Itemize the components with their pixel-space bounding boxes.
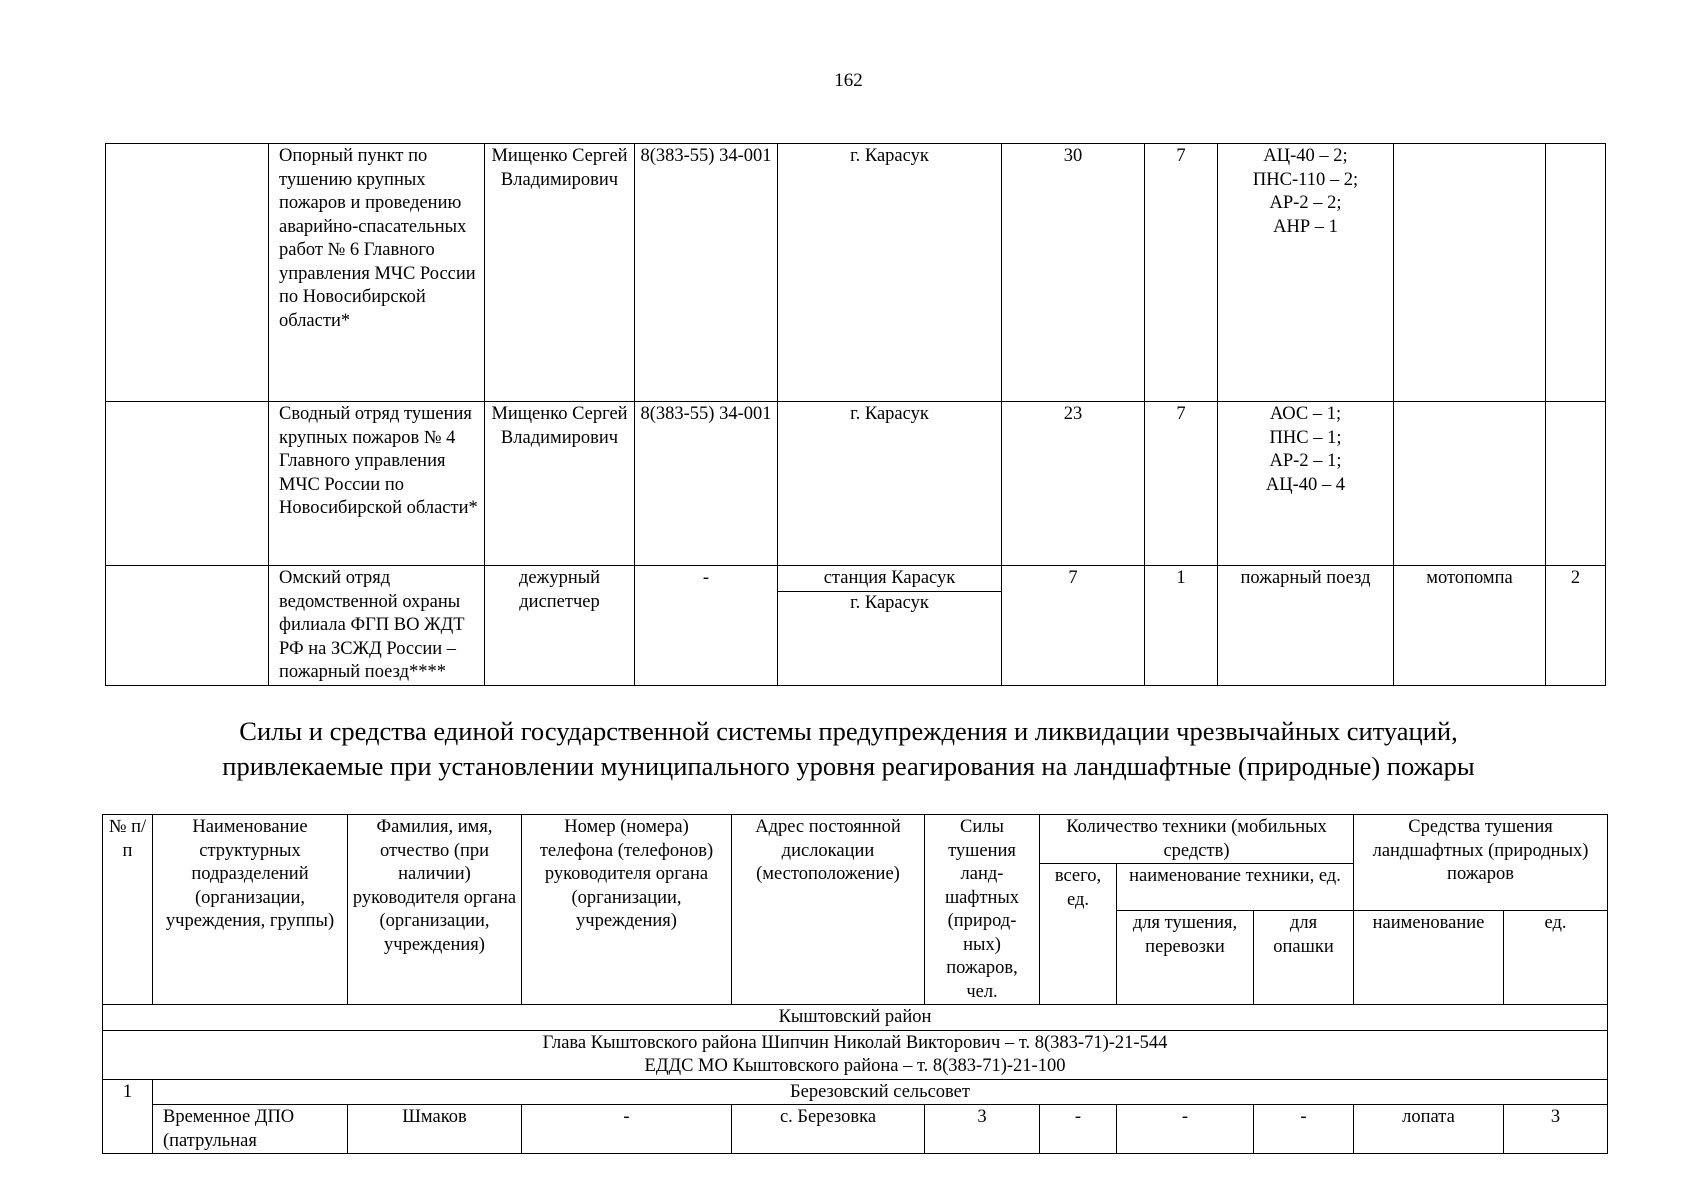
means-name: лопата <box>1354 1105 1504 1154</box>
header-head: Фамилия, имя, отчество (при наличии) руководителя органа (организации, учреждения) <box>348 815 522 1005</box>
means-name <box>1394 402 1546 566</box>
unit-name: Временное ДПО (патрульная <box>153 1105 348 1154</box>
vehicles-plow: - <box>1254 1105 1354 1154</box>
head-name: Мищенко Сергей Владимирович <box>485 402 635 566</box>
unit-name: Сводный отряд тушения крупных пожаров № 4 Главного управления МЧС России по Новосибирской области* <box>269 402 485 566</box>
district-contacts-row <box>103 1030 1608 1079</box>
head-name: Мищенко Сергей Владимирович <box>485 144 635 402</box>
empty-cell <box>106 402 269 566</box>
district-head-contact: Глава Кыштовского района Шипчин Николай Викторович – т. 8(383-71)-21-544 <box>542 1032 1168 1053</box>
equipment-item: АЦ-40 – 4 <box>1265 474 1346 495</box>
table-row <box>106 402 1606 566</box>
phone-number: - <box>635 566 778 686</box>
equipment-item: АНР – 1 <box>1273 216 1338 237</box>
personnel-count: 23 <box>1002 402 1145 566</box>
page-number: 162 <box>834 70 863 91</box>
header-unit: Наименование структурных подразделений (организации, учреждения, группы) <box>153 815 348 1005</box>
phone-number: 8(383-55) 34-001 <box>635 144 778 402</box>
equipment-item: ПНС-110 – 2; <box>1252 169 1359 190</box>
header-means: Средства тушения ландшафтных (природных) пожаров <box>1354 815 1608 911</box>
equipment-list <box>1218 144 1394 402</box>
equipment-item: АОС – 1; <box>1269 404 1342 424</box>
personnel-count: 30 <box>1002 144 1145 402</box>
means-name: мотопомпа <box>1394 566 1546 686</box>
head-name: Шмаков <box>348 1105 522 1154</box>
section-heading <box>0 714 1697 784</box>
means-qty <box>1546 144 1606 402</box>
empty-cell <box>106 566 269 686</box>
header-vehicles-total: всего, ед. <box>1040 864 1117 1005</box>
equipment-item: АЦ-40 – 2; <box>1263 146 1348 166</box>
district-contacts <box>103 1030 1608 1079</box>
empty-cell <box>106 144 269 402</box>
vehicle-count: 7 <box>1145 144 1218 402</box>
address-split <box>778 566 1002 686</box>
section-number: 1 <box>103 1079 153 1154</box>
forces-table-continued <box>105 143 1606 686</box>
means-name <box>1394 144 1546 402</box>
header-means-qty: ед. <box>1504 911 1608 1005</box>
heading-line: Силы и средства единой государственной системы предупреждения и ликвидации чрезвычайных ситуаций, <box>239 716 1458 746</box>
address: с. Березовка <box>732 1105 925 1154</box>
address: г. Карасук <box>778 402 1002 566</box>
header-means-name: наименование <box>1354 911 1504 1005</box>
phone-number: 8(383-55) 34-001 <box>635 402 778 566</box>
vehicle-count: 1 <box>1145 566 1218 686</box>
header-num: № п/п <box>103 815 153 1005</box>
header-forces: Силы тушения ланд-шафтных (природ-ных) пожаров, чел. <box>925 815 1040 1005</box>
equipment-item: АР-2 – 2; <box>1269 193 1342 213</box>
unit-name: Омский отряд ведомственной охраны филиала ФГП ВО ЖДТ РФ на ЗСЖД России – пожарный поезд**** <box>269 566 485 686</box>
unit-name: Опорный пункт по тушению крупных пожаров и проведению аварийно-спасательных работ № 6 Главного управления МЧС России по Новосибирской области* <box>269 144 485 402</box>
means-qty: 2 <box>1546 566 1606 686</box>
landscape-fire-forces-table <box>102 814 1608 1154</box>
table-row <box>106 144 1606 402</box>
section-row <box>103 1079 1608 1105</box>
equipment-list <box>1218 566 1394 686</box>
header-row <box>103 815 1608 864</box>
district-name: Кыштовский район <box>103 1005 1608 1031</box>
header-address: Адрес постоянной дислокации (местоположение) <box>732 815 925 1005</box>
section-name: Березовский сельсовет <box>153 1079 1608 1105</box>
means-qty: 3 <box>1504 1105 1608 1154</box>
header-vehicles: Количество техники (мобильных средств) <box>1040 815 1354 864</box>
equipment-item: АР-2 – 1; <box>1269 451 1342 471</box>
address-station: станция Карасук <box>778 566 1001 592</box>
means-qty <box>1546 402 1606 566</box>
header-vehicles-fire: для тушения, перевозки <box>1117 911 1254 1005</box>
district-row <box>103 1005 1608 1031</box>
edds-contact: ЕДДС МО Кыштовского района – т. 8(383-71)-21-100 <box>644 1056 1066 1076</box>
equipment-item: пожарный поезд <box>1240 568 1371 588</box>
equipment-item: ПНС – 1; <box>1269 427 1342 448</box>
table-row <box>103 1105 1608 1154</box>
phone-number: - <box>522 1105 732 1154</box>
header-phone: Номер (номера) телефона (телефонов) руководителя органа (организации, учреждения) <box>522 815 732 1005</box>
table-row <box>106 566 1606 686</box>
head-name: дежурный диспетчер <box>485 566 635 686</box>
header-vehicles-plow: для опашки <box>1254 911 1354 1005</box>
header-vehicles-names: наименование техники, ед. <box>1117 864 1354 911</box>
vehicles-fire: - <box>1117 1105 1254 1154</box>
heading-line: привлекаемые при установлении муниципального уровня реагирования на ландшафтные (природные) пожары <box>222 751 1475 781</box>
equipment-list <box>1218 402 1394 566</box>
forces-count: 3 <box>925 1105 1040 1154</box>
personnel-count: 7 <box>1002 566 1145 686</box>
vehicles-total: - <box>1040 1105 1117 1154</box>
vehicle-count: 7 <box>1145 402 1218 566</box>
address: г. Карасук <box>778 144 1002 402</box>
address-city: г. Карасук <box>850 592 929 613</box>
